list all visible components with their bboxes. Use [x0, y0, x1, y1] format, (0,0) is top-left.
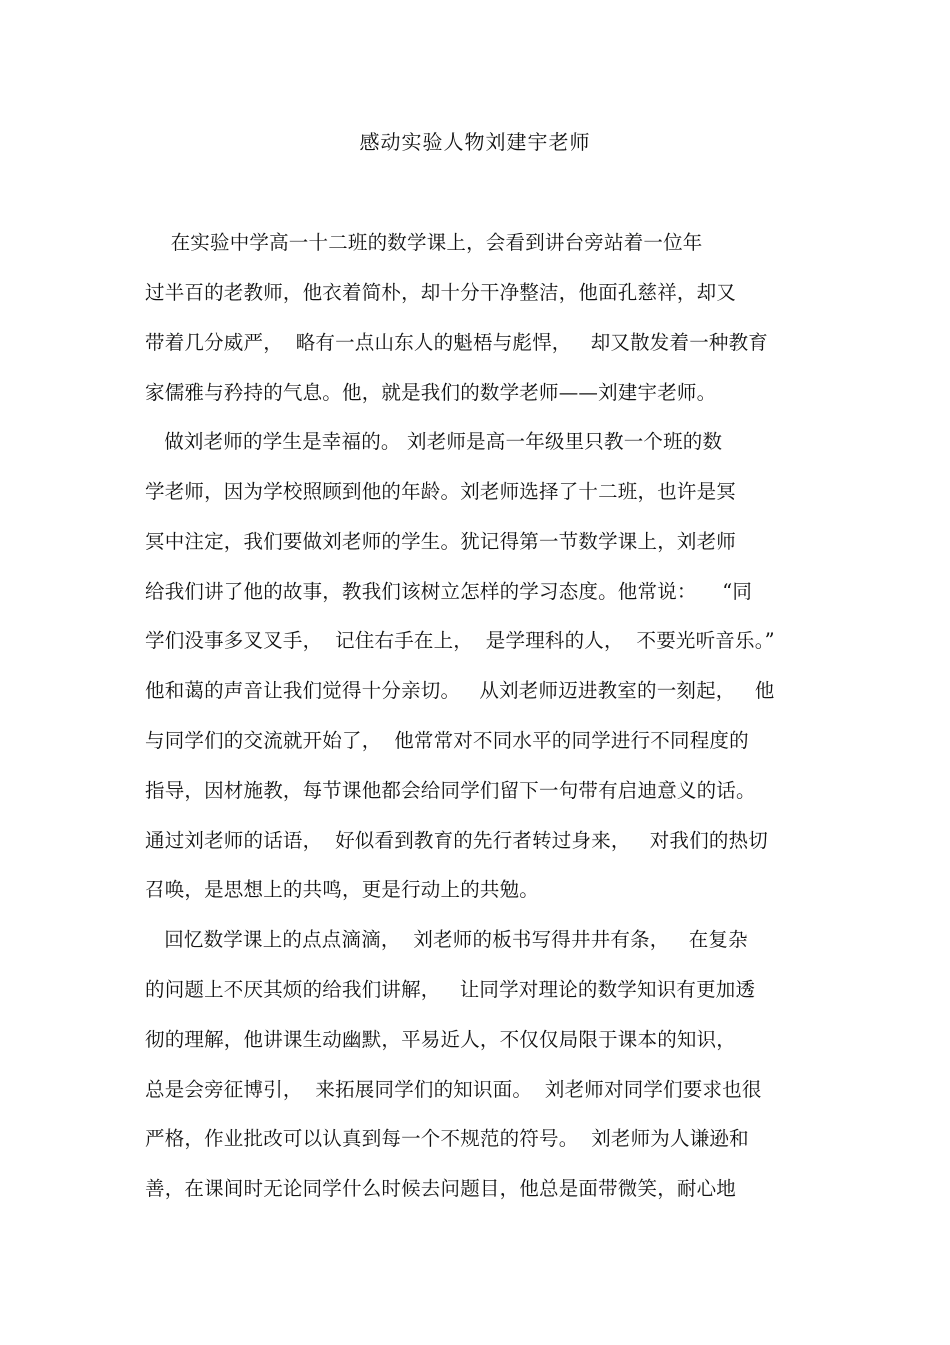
- paragraph-line: 善，在课间时无论同学什么时候去问题目，他总是面带微笑，耐心地: [145, 1177, 737, 1200]
- paragraph-line: 家儒雅与矜持的气息。他，就是我们的数学老师——刘建宇老师。: [145, 381, 717, 404]
- paragraph-line: 彻的理解，他讲课生动幽默，平易近人，不仅仅局限于课本的知识，: [145, 1028, 737, 1051]
- paragraph-line: 召唤，是思想上的共鸣，更是行动上的共勉。: [145, 878, 540, 901]
- paragraph-line: 指导，因材施教，每节课他都会给同学们留下一句带有启迪意义的话。: [145, 779, 756, 802]
- paragraph-line: 做刘老师的学生是幸福的。 刘老师是高一年级里只教一个班的数: [145, 430, 723, 453]
- paragraph-line: 给我们讲了他的故事，教我们该树立怎样的学习态度。他常说： “同: [145, 580, 753, 603]
- document-title: 感动实验人物刘建宇老师: [359, 130, 591, 154]
- paragraph-line: 学们没事多叉叉手， 记住右手在上， 是学理科的人， 不要光听音乐。”: [145, 629, 775, 652]
- paragraph-line: 的问题上不厌其烦的给我们讲解， 让同学对理论的数学知识有更加透: [145, 978, 756, 1001]
- paragraph-line: 回忆数学课上的点点滴滴， 刘老师的板书写得井井有条， 在复杂: [145, 928, 748, 951]
- paragraph-line: 在实验中学高一十二班的数学课上，会看到讲台旁站着一位年: [145, 231, 703, 254]
- paragraph-line: 学老师，因为学校照顾到他的年龄。刘老师选择了十二班，也许是冥: [145, 480, 737, 503]
- paragraph-line: 通过刘老师的话语， 好似看到教育的先行者转过身来， 对我们的热切: [145, 829, 768, 852]
- paragraph-line: 他和蔼的声音让我们觉得十分亲切。 从刘老师迈进教室的一刻起， 他: [145, 679, 775, 702]
- paragraph-line: 与同学们的交流就开始了， 他常常对不同水平的同学进行不同程度的: [145, 729, 749, 752]
- paragraph-line: 总是会旁征博引， 来拓展同学们的知识面。 刘老师对同学们要求也很: [145, 1078, 762, 1101]
- paragraph-line: 冥中注定，我们要做刘老师的学生。犹记得第一节数学课上，刘老师: [145, 530, 737, 553]
- paragraph-line: 严格，作业批改可以认真到每一个不规范的符号。 刘老师为人谦逊和: [145, 1127, 749, 1150]
- paragraph-line: 过半百的老教师，他衣着简朴，却十分干净整洁，他面孔慈祥，却又: [145, 281, 737, 304]
- paragraph-line: 带着几分威严， 略有一点山东人的魁梧与彪悍， 却又散发着一种教育: [145, 331, 768, 354]
